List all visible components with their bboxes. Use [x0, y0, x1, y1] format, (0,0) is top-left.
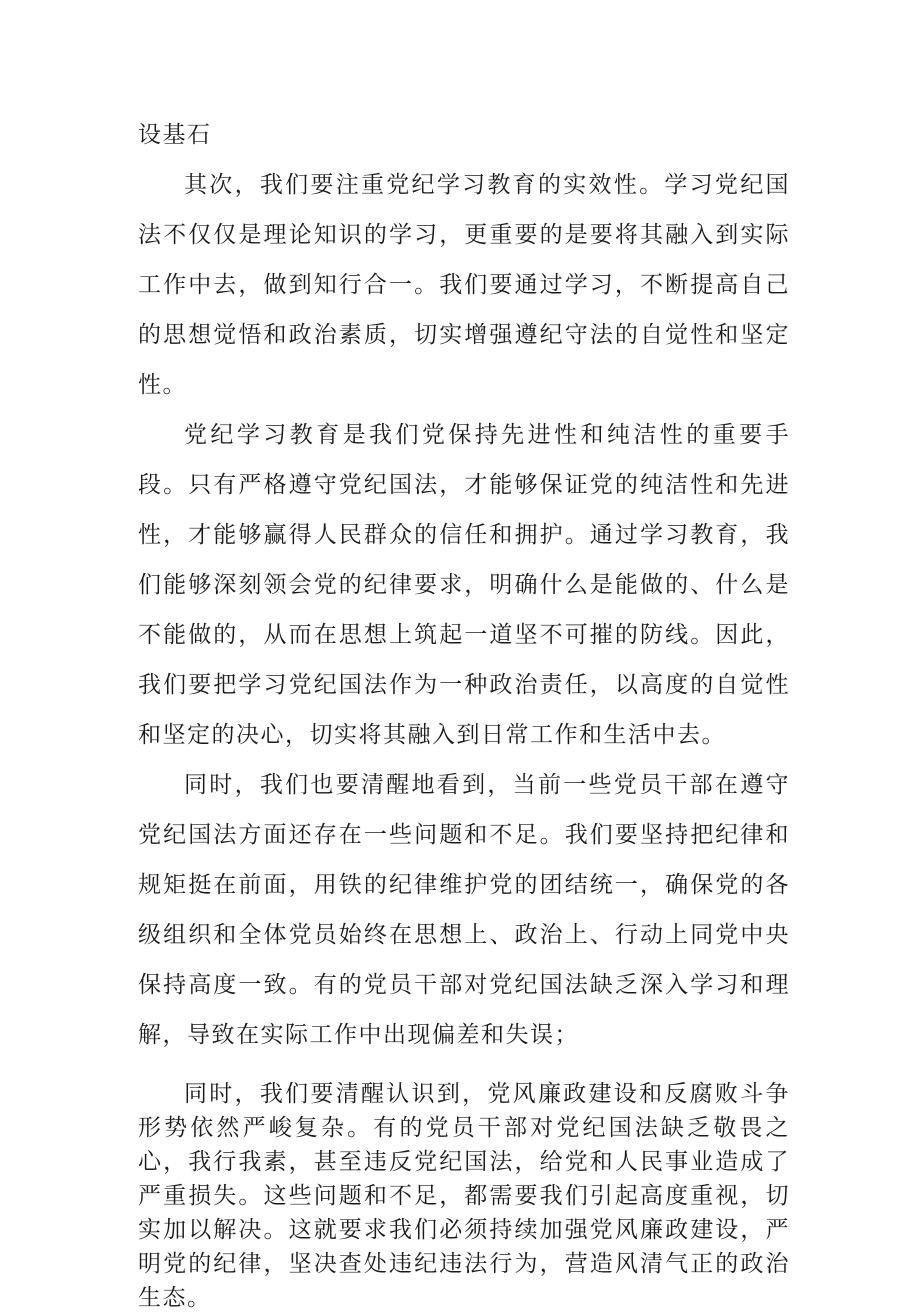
paragraph-continuation: 设基石	[138, 122, 212, 148]
paragraph-discipline-education: 党纪学习教育是我们党保持先进性和纯洁性的重要手段。只有严格遵守党纪国法，才能够保证党的纯洁性和先进性，才能够赢得人民群众的信任和拥护。通过学习教育，我们能够深刻领会党的纪律要求，明确什么是能做的、什么是不能做的，从而在思想上筑起一道坚不可摧的防线。因此，我们要把学习党纪国法作为一种政治责任，以高度的自觉性和坚定的决心，切实将其融入到日常工作和生活中去。	[138, 422, 790, 748]
document-body	[138, 110, 790, 1315]
paragraph-problems: 同时，我们也要清醒地看到，当前一些党员干部在遵守党纪国法方面还存在一些问题和不足。我们要坚持把纪律和规矩挺在前面，用铁的纪律维护党的团结统一，确保党的各级组织和全体党员始终在思想上、政治上、行动上同党中央保持高度一致。有的党员干部对党纪国法缺乏深入学习和理解，导致在实际工作中出现偏差和失误；	[138, 772, 790, 1048]
paragraph-effectiveness: 其次，我们要注重党纪学习教育的实效性。学习党纪国法不仅仅是理论知识的学习，更重要的是要将其融入到实际工作中去，做到知行合一。我们要通过学习，不断提高自己的思想觉悟和政治素质，切实增强遵纪守法的自觉性和坚定性。	[138, 172, 790, 398]
paragraph-anti-corruption: 同时，我们要清醒认识到，党风廉政建设和反腐败斗争形势依然严峻复杂。有的党员干部对党纪国法缺乏敬畏之心，我行我素，甚至违反党纪国法，给党和人民事业造成了严重损失。这些问题和不足，都需要我们引起高度重视，切实加以解决。这就要求我们必须持续加强党风廉政建设，严明党的纪律，坚决查处违纪违法行为，营造风清气正的政治生态。	[138, 1081, 790, 1311]
